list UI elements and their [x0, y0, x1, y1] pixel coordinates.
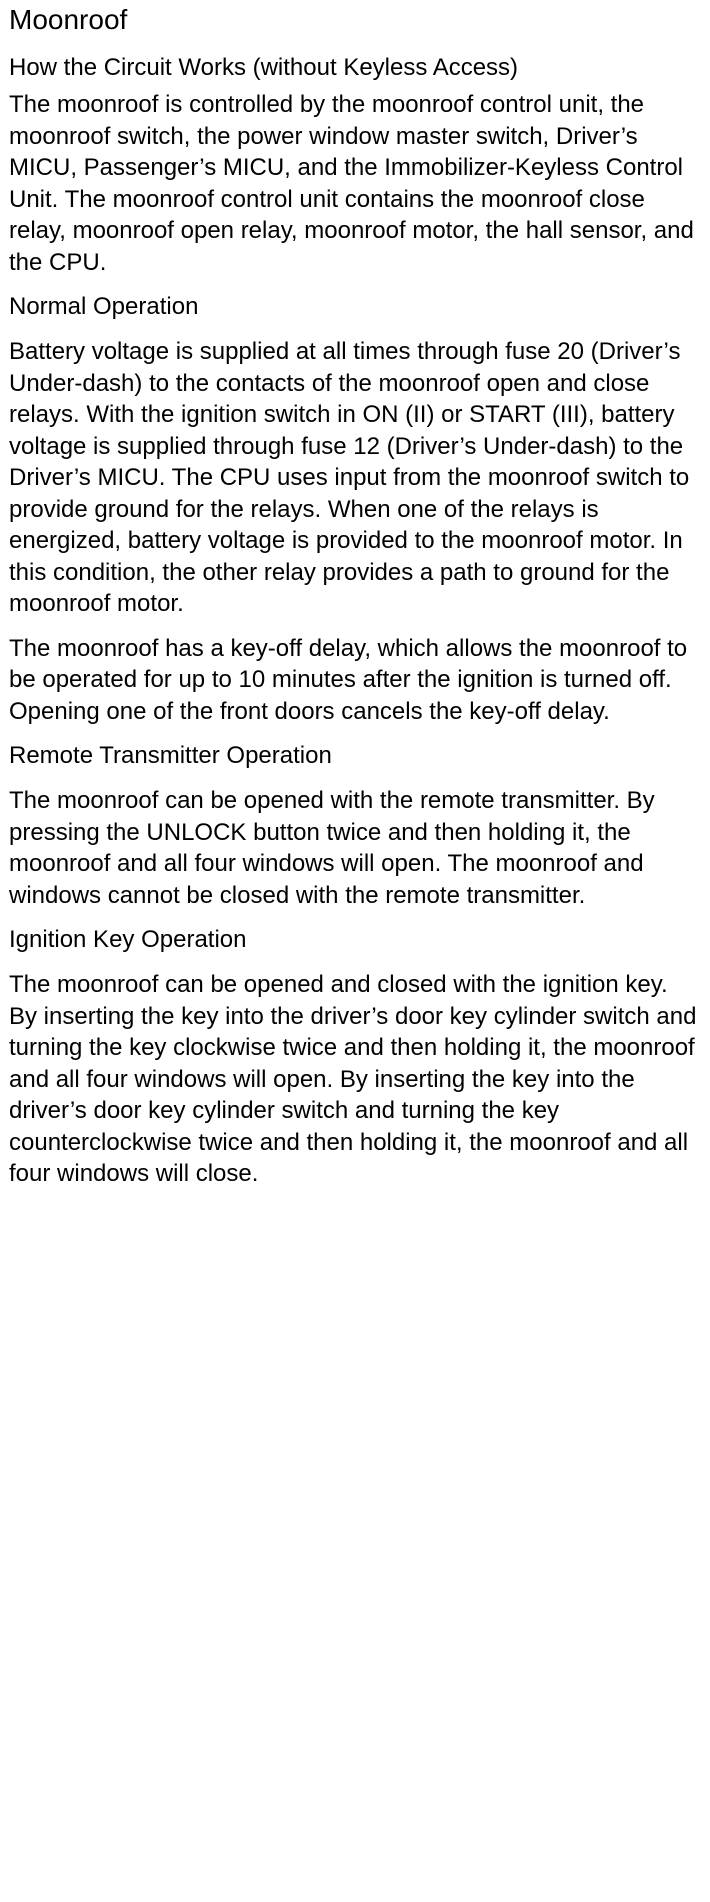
section-heading-how-circuit-works: How the Circuit Works (without Keyless Access) — [9, 54, 519, 81]
section-heading-remote-transmitter: Remote Transmitter Operation — [9, 742, 332, 769]
section-heading-normal-operation: Normal Operation — [9, 293, 199, 320]
page-title: Moonroof — [9, 4, 128, 35]
paragraph-normal-operation: Battery voltage is supplied at all times through fuse 20 (Driver’s Under-dash) to the contacts of the moonroof open and close relays. With the ignition switch in ON (II) or START (III), battery voltage is supplied through fuse 12 (Driver’s Under-dash) to the Driver’s MICU. The CPU uses input from the moonroof switch to provide ground for the relays. When one of the relays is energized, battery voltage is provided to the moonroof motor. In this condition, the other relay provides a path to ground for the moonroof motor. — [9, 338, 690, 617]
section-heading-ignition-key: Ignition Key Operation — [9, 926, 247, 953]
paragraph-remote-transmitter: The moonroof can be opened with the remote transmitter. By pressing the UNLOCK button twice and then holding it, the moonroof and all four windows will open. The moonroof and windows cannot be closed with the remote transmitter. — [9, 787, 655, 909]
paragraph-circuit-overview: The moonroof is controlled by the moonroof control unit, the moonroof switch, the power window master switch, Driver’s MICU, Passenger’s MICU, and the Immobilizer-Keyless Control Unit. The moonroof control unit contains the moonroof close relay, moonroof open relay, moonroof motor, the hall sensor, and the CPU. — [9, 91, 694, 276]
document-page — [9, 0, 699, 1190]
paragraph-ignition-key: The moonroof can be opened and closed with the ignition key. By inserting the key into the driver’s door key cylinder switch and turning the key clockwise twice and then holding it, the moonroof and all four windows will open. By inserting the key into the driver’s door key cylinder switch and turning the key counterclockwise twice and then holding it, the moonroof and all four windows will close. — [9, 971, 697, 1187]
paragraph-key-off-delay: The moonroof has a key-off delay, which allows the moonroof to be operated for up to 10 minutes after the ignition is turned off. Opening one of the front doors cancels the key-off delay. — [9, 634, 688, 725]
